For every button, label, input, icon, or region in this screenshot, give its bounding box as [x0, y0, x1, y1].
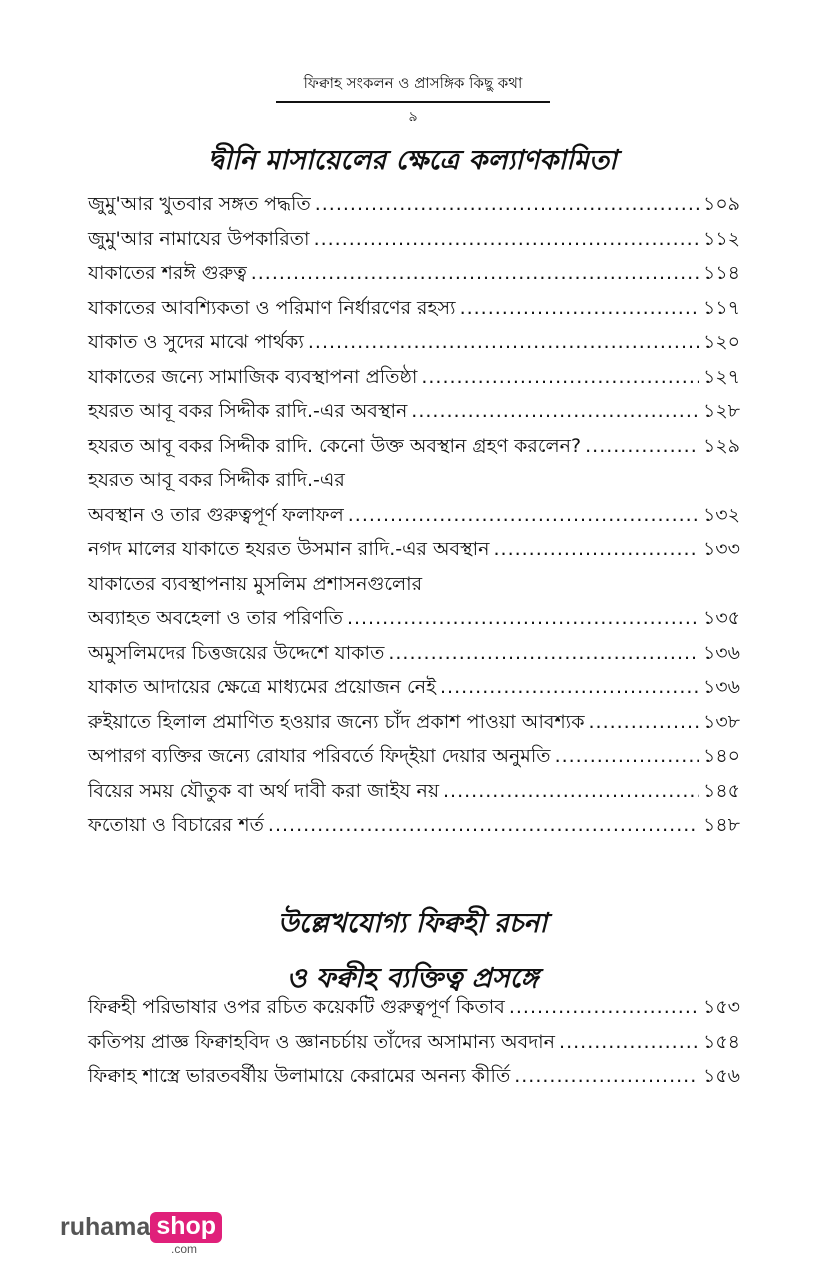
toc-entry-page: ১৪০	[702, 745, 740, 767]
toc-list-2	[88, 993, 740, 1097]
leader-dots	[585, 435, 699, 457]
logo-shop-badge: shop	[150, 1212, 222, 1243]
toc-entry	[88, 777, 740, 812]
leader-dots	[460, 297, 699, 319]
toc-entry-page: ১০৯	[702, 193, 740, 215]
section-heading-2	[0, 903, 825, 1003]
toc-entry	[88, 190, 740, 225]
toc-entry-page: ১১৭	[702, 296, 740, 319]
leader-dots	[308, 331, 699, 353]
toc-entry	[88, 535, 740, 570]
toc-entry-page: ১৪৮	[703, 814, 740, 836]
toc-entry-page: ১৫৩	[702, 996, 740, 1018]
toc-entry	[88, 742, 740, 777]
toc-entry-title: অমুসলিমদের চিত্তজয়ের উদ্দেশে যাকাত	[88, 641, 385, 664]
toc-entry	[88, 432, 740, 467]
leader-dots	[314, 228, 699, 250]
toc-entry-title: যাকাতের জন্যে সামাজিক ব্যবস্থাপনা প্রতিষ্ঠা	[88, 365, 418, 388]
toc-entry-page: ১৫৪	[703, 1030, 740, 1053]
logo-ruhama-text: ruhama	[60, 1213, 151, 1241]
leader-dots	[388, 642, 699, 664]
toc-entry-title: যাকাত আদায়ের ক্ষেত্রে মাধ্যমের প্রয়োজন নেই	[88, 676, 436, 698]
toc-entry-page: ১১২	[702, 227, 740, 250]
toc-entry-title: বিয়ের সময় যৌতুক বা অর্থ দাবী করা জাইয নয়	[88, 779, 440, 802]
section-heading-line: ও ফক্বীহ ব্যক্তিত্ব প্রসঙ্গে	[286, 963, 539, 994]
toc-entry-title: জুমু'আর খুতবার সঙ্গত পদ্ধতি	[88, 193, 311, 215]
toc-entry	[88, 673, 740, 708]
toc-entry	[88, 604, 740, 639]
toc-entry-title: অব্যাহত অবহেলা ও তার পরিণতি	[88, 607, 343, 629]
leader-dots	[514, 1065, 699, 1087]
running-header	[276, 72, 550, 94]
leader-dots	[347, 607, 699, 629]
toc-entry	[88, 1028, 740, 1063]
toc-entry-title: অবস্থান ও তার গুরুত্বপূর্ণ ফলাফল	[88, 503, 344, 526]
leader-dots	[315, 193, 699, 215]
toc-entry-page: ১১৪	[703, 262, 740, 284]
leader-dots	[440, 676, 699, 698]
toc-entry	[88, 225, 740, 260]
toc-entry-title: হযরত আবূ বকর সিদ্দীক রাদি.-এর	[88, 469, 345, 491]
toc-entry-title: রুইয়াতে হিলাল প্রমাণিত হওয়ার জন্যে চাঁদ প্রকাশ পাওয়া আবশ্যক	[88, 710, 585, 733]
toc-entry	[88, 259, 740, 294]
toc-entry	[88, 363, 740, 398]
toc-entry	[88, 708, 740, 743]
ruhama-shop-logo	[60, 1212, 222, 1262]
toc-entry-title: যাকাতের শরঈ গুরুত্ব	[88, 262, 247, 284]
header-divider	[276, 101, 550, 103]
toc-entry-title: যাকাতের ব্যবস্থাপনায় মুসলিম প্রশাসনগুলোর	[88, 572, 423, 595]
toc-entry-continued	[88, 570, 740, 605]
book-title: ফিক্বাহ সংকলন ও প্রাসঙ্গিক কিছু কথা	[303, 74, 523, 92]
section-heading-line: উল্লেখযোগ্য ফিক্বহী রচনা	[277, 908, 548, 939]
leader-dots	[421, 366, 699, 388]
toc-entry-page: ১৩৫	[702, 607, 740, 629]
leader-dots	[588, 711, 699, 733]
leader-dots	[493, 538, 698, 560]
leader-dots	[268, 814, 699, 836]
toc-entry-title: নগদ মালের যাকাতে হযরত উসমান রাদি.-এর অবস্থান	[88, 538, 490, 560]
toc-entry-page: ১২০	[702, 331, 740, 353]
leader-dots	[555, 745, 699, 767]
toc-entry-title: কতিপয় প্রাজ্ঞ ফিক্বাহবিদ ও জ্ঞানচর্চায় তাঁদের অসামান্য অবদান	[88, 1030, 556, 1053]
toc-entry-page: ১২৭	[702, 365, 740, 388]
toc-entry-title: অপারগ ব্যক্তির জন্যে রোযার পরিবর্তে ফিদ্ইয়া দেয়ার অনুমতি	[88, 745, 551, 767]
section-heading-text: দ্বীনি মাসায়েলের ক্ষেত্রে কল্যাণকামিতা	[208, 145, 617, 176]
page-number: ৯	[408, 109, 418, 125]
leader-dots	[411, 400, 699, 422]
toc-entry	[88, 328, 740, 363]
toc-entry-page: ১৩৩	[702, 538, 740, 560]
toc-entry	[88, 993, 740, 1028]
toc-entry-title: ফিক্বাহ শাস্ত্রে ভারতবর্ষীয় উলামায়ে কেরামের অনন্য কীর্তি	[88, 1065, 511, 1087]
toc-entry-title: ফতোয়া ও বিচারের শর্ত	[88, 814, 264, 836]
toc-entry-title: যাকাতের আবশ্যিকতা ও পরিমাণ নির্ধারণের রহস্য	[88, 296, 456, 319]
toc-entry-title: যাকাত ও সুদের মাঝে পার্থক্য	[88, 331, 304, 353]
toc-entry	[88, 1062, 740, 1097]
toc-entry-title: হযরত আবূ বকর সিদ্দীক রাদি. কেনো উক্ত অবস্থান গ্রহণ করলেন?	[88, 434, 582, 457]
toc-entry-page: ১৩৮	[702, 710, 740, 733]
toc-entry-page: ১২৯	[702, 434, 740, 457]
toc-list-1	[88, 190, 740, 846]
toc-entry-title: হযরত আবূ বকর সিদ্দীক রাদি.-এর অবস্থান	[88, 400, 408, 422]
toc-entry	[88, 639, 740, 674]
toc-entry	[88, 397, 740, 432]
leader-dots	[348, 504, 699, 526]
logo-domain-text: .com	[171, 1242, 198, 1256]
toc-entry-page: ১৩২	[702, 503, 740, 526]
leader-dots	[559, 1031, 699, 1053]
leader-dots	[509, 996, 699, 1018]
toc-entry-continued	[88, 466, 740, 501]
toc-entry-title: জুমু'আর নামাযের উপকারিতা	[88, 227, 310, 250]
toc-entry-page: ১৪৫	[703, 779, 740, 802]
toc-entry-page: ১৫৬	[702, 1065, 740, 1087]
toc-entry-page: ১৩৬	[702, 676, 740, 698]
leader-dots	[251, 262, 699, 284]
toc-entry-page: ১৩৬	[702, 641, 740, 664]
toc-entry	[88, 501, 740, 536]
toc-entry	[88, 294, 740, 329]
toc-entry	[88, 811, 740, 846]
toc-entry-page: ১২৮	[702, 400, 740, 422]
leader-dots	[443, 780, 699, 802]
section-heading-1	[0, 140, 825, 185]
toc-entry-title: ফিক্বহী পরিভাষার ওপর রচিত কয়েকটি গুরুত্বপূর্ণ কিতাব	[88, 996, 505, 1018]
